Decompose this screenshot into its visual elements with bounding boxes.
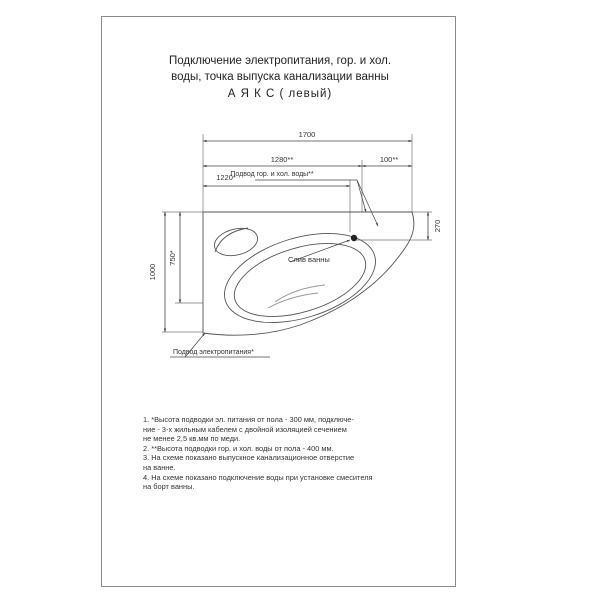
notes-block — [143, 415, 443, 492]
title-line-2: воды, точка выпуска канализации ванны — [171, 71, 389, 83]
tub-basin-outer — [214, 217, 387, 339]
bathtub-outline — [203, 212, 414, 339]
basin-hatch-2 — [268, 293, 318, 308]
dim-drain-offset-top: 270 — [433, 219, 442, 233]
title-line-3: А Я К С ( левый) — [227, 88, 333, 100]
leader-lines — [170, 180, 378, 357]
note-line: не менее 2,5 кв.мм по меди. — [143, 434, 241, 444]
dim-power-depth: 750* — [168, 250, 177, 266]
note-line: 3. На схеме показано выпускное канализационное отверстие — [143, 453, 355, 463]
note-line: на борт ванны. — [143, 482, 195, 492]
note-line: 2. **Высота подводки гор. и хол. воды от пола - 400 мм. — [143, 443, 334, 453]
drain-outlet — [351, 235, 357, 241]
note-line: на ванне. — [143, 462, 176, 472]
headrest-curve — [215, 228, 248, 252]
dim-hot-cold-offset: 1280** — [270, 155, 294, 164]
label-water-supply: Подвод гор. и хол. воды** — [230, 171, 314, 178]
note-line: 1. *Высота подводки эл. питания от пола - 300 мм, подключе- — [143, 415, 354, 424]
dim-overall-width: 1700 — [298, 130, 316, 139]
dimension-lines — [165, 141, 428, 332]
title-line-1: Подключение электропитания, гор. и хол. — [168, 55, 392, 67]
dim-drain-offset-right: 100** — [379, 155, 399, 164]
note-line: ние - 3-х жильным кабелем с двойной изоляцией сечением — [143, 424, 347, 434]
tub-headrest — [212, 224, 261, 260]
label-power-supply: Подвод электропитания* — [173, 349, 254, 356]
dim-power-offset: 1220* — [216, 173, 236, 182]
tub-basin-inner — [226, 230, 375, 331]
dim-overall-depth: 1000 — [148, 263, 157, 281]
label-drain: Слив ванны — [288, 255, 330, 264]
note-line: 4. На схеме показано подключение воды при установке смесителя — [143, 472, 373, 482]
